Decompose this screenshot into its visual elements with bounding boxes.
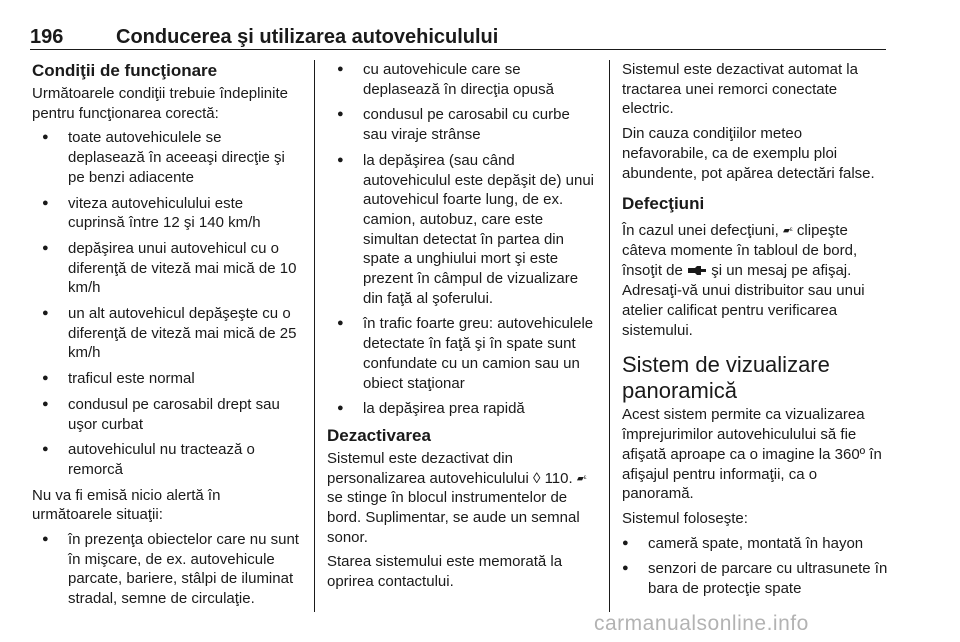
section-heading-deactivation: Dezactivarea — [327, 425, 431, 445]
blind-spot-warning-icon: ▰ᵋ — [576, 472, 587, 483]
list-item: ● viteza autovehiculului este cuprinsă între 12 şi 140 km/h — [32, 194, 302, 233]
section-heading-panoramic: Sistem de vizualizare panoramică — [622, 352, 830, 404]
faults-paragraph: În cazul unei defecţiuni, ▰ᵋ clipeşte câteva momente în tabloul de bord, însoţit de şi un mesaj pe afişaj. Adresaţi-vă unui distribuitor sau unui atelier calificat pentru verificarea sistemului. — [622, 222, 865, 339]
list-item: ● condusul pe carosabil drept sau uşor curbat — [32, 395, 302, 434]
deactivation-text: Sistemul este dezactivat din personalizarea autovehiculului — [327, 449, 529, 487]
conditions-list — [32, 128, 302, 479]
page-reference[interactable]: 110. — [544, 469, 573, 487]
page-reference-icon: ◊ — [532, 469, 541, 487]
panoramic-intro: Acest sistem permite ca vizualizarea împrejurimilor autovehiculului să fie afişată aproape ca o imagine la 360º în afişajul pentru informaţii, ca o panoramă. — [622, 406, 882, 503]
situations-list — [32, 530, 302, 609]
column-1 — [32, 60, 302, 615]
memory-paragraph: Starea sistemului este memorată la oprirea contactului. — [327, 553, 563, 591]
components-list — [612, 534, 890, 599]
column-2 — [327, 60, 597, 597]
trailer-paragraph: Sistemul este dezactivat automat la tractarea unei remorci conectate electric. — [622, 61, 858, 118]
list-item: ● toate autovehiculele se deplasează în aceeaşi direcţie şi pe benzi adiacente — [32, 128, 302, 187]
deactivation-paragraph — [327, 449, 597, 548]
section-heading-conditions: Condiţii de funcţionare — [32, 61, 218, 80]
no-alert-intro: Nu va fi emisă nicio alertă în următoarele situaţii: — [32, 486, 221, 524]
blind-spot-warning-icon: ▰ᵋ — [782, 225, 793, 236]
page-title: Conducerea şi utilizarea autovehiculului — [116, 26, 499, 48]
list-item: ● în prezenţa obiectelor care nu sunt în mişcare, de ex. autovehicule parcate, bariere, stâlpi de iluminat stradal, semne de circulaţie. — [32, 530, 302, 609]
conditions-intro: Următoarele condiţii trebuie îndeplinite pentru funcţionarea corectă: — [32, 85, 288, 122]
list-item: ● cameră spate, montată în hayon — [612, 534, 890, 554]
column-3 — [622, 60, 890, 605]
page-number: 196 — [30, 26, 64, 48]
list-item: ● în trafic foarte greu: autovehiculele detectate în faţă şi în spate sunt confundate cu un camion sau un obiect staţionar — [327, 314, 597, 393]
uses-intro: Sistemul foloseşte: — [622, 509, 748, 527]
column-divider — [609, 60, 610, 612]
list-item: ● traficul este normal — [32, 369, 302, 389]
list-item: ● un alt autovehicul depăşeşte cu o diferenţă de viteză mai mică de 25 km/h — [32, 304, 302, 363]
situations-list-continued — [327, 60, 597, 419]
list-item: ● senzori de parcare cu ultrasunete în bara de protecţie spate — [612, 559, 890, 598]
column-divider — [314, 60, 315, 612]
watermark: carmanualsonline.info — [594, 612, 809, 635]
wrench-icon — [687, 262, 707, 282]
weather-paragraph: Din cauza condiţiilor meteo nefavorabile, ca de exemplu ploi abundente, pot apărea detectări false. — [622, 125, 875, 182]
list-item: ● cu autovehicule care se deplasează în direcţia opusă — [327, 60, 597, 99]
list-item: ● autovehiculul nu tractează o remorcă — [32, 440, 302, 479]
header-rule — [30, 49, 886, 50]
list-item: ● condusul pe carosabil cu curbe sau viraje strânse — [327, 105, 597, 144]
list-item: ● la depăşirea prea rapidă — [327, 399, 597, 419]
page-header — [30, 26, 886, 56]
list-item: ● la depăşirea (sau când autovehiculul este depăşit de) unui autovehicul foarte lung, de ex. camion, autobuz, care este simultan detectat în partea din spate a unghiului mort şi este prezent în câmpul de vizualizare din faţă al şoferului. — [327, 151, 597, 309]
deactivation-text-2: se stinge în blocul instrumentelor de bord. Suplimentar, se aude un semnal sonor. — [327, 489, 580, 546]
list-item: ● depăşirea unui autovehicul cu o diferenţă de viteză mai mică de 10 km/h — [32, 239, 302, 298]
section-heading-faults: Defecţiuni — [622, 194, 705, 214]
